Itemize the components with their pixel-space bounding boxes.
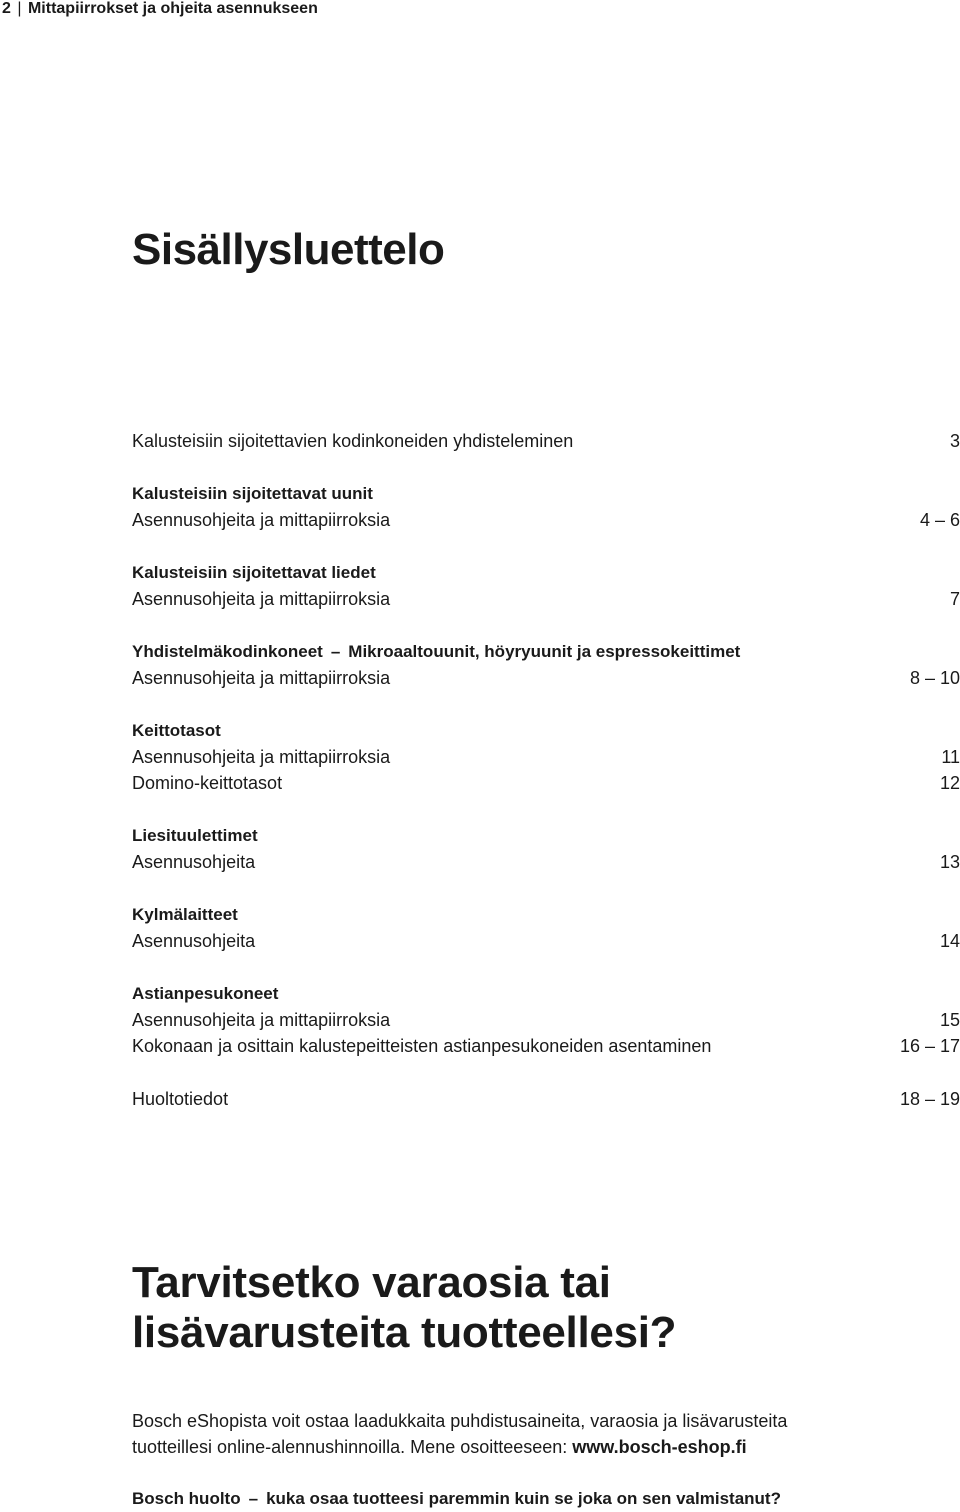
section-title: Mittapiirrokset ja ohjeita asennukseen [27, 0, 318, 17]
promo-title-line-2: lisävarusteita tuotteellesi? [132, 1308, 677, 1357]
toc-entry-page: 13 [939, 852, 960, 872]
toc-heading-label [132, 639, 740, 665]
toc-entry-hobs-2[interactable] [132, 770, 960, 796]
service-tagline [132, 1486, 781, 1512]
service-tagline-dash: – [248, 1489, 259, 1508]
promo-title [132, 1258, 676, 1358]
toc-entry-fridges[interactable] [132, 928, 960, 954]
header-separator: | [17, 0, 22, 17]
toc-entry-hobs-1[interactable] [132, 744, 960, 770]
toc-entry-label: Asennusohjeita ja mittapiirroksia [132, 510, 391, 530]
service-tagline-part-1: Bosch huolto [132, 1489, 241, 1508]
table-of-contents [132, 428, 960, 1112]
page-title: Sisällysluettelo [132, 225, 445, 274]
toc-entry-label: Asennusohjeita [132, 852, 256, 872]
toc-heading-stoves [132, 560, 960, 586]
toc-heading-combi [132, 639, 960, 665]
toc-entry-service[interactable] [132, 1086, 960, 1112]
toc-entry-page: 8 – 10 [909, 668, 960, 688]
toc-entry-label: Asennusohjeita ja mittapiirroksia [132, 589, 391, 609]
toc-heading-fridges [132, 902, 960, 928]
toc-entry-label: Kokonaan ja osittain kalustepeitteisten astianpesukoneiden asentaminen [132, 1036, 712, 1056]
toc-entry-label: Asennusohjeita [132, 931, 256, 951]
promo-title-line-1: Tarvitsetko varaosia tai [132, 1258, 611, 1307]
toc-entry-label: Asennusohjeita ja mittapiirroksia [132, 747, 391, 767]
toc-entry-page: 11 [941, 747, 960, 767]
eshop-link[interactable]: www.bosch-eshop.fi [572, 1437, 747, 1457]
toc-entry-page: 15 [939, 1010, 960, 1030]
toc-entry-dishwashers-2[interactable] [132, 1033, 960, 1059]
service-tagline-part-2: kuka osaa tuotteesi paremmin kuin se joka on sen valmistanut? [266, 1489, 781, 1508]
promo-text [132, 1408, 932, 1460]
toc-entry-page: 18 – 19 [899, 1089, 960, 1109]
toc-heading-label: Kalusteisiin sijoitettavat liedet [132, 563, 376, 582]
page-header [2, 0, 318, 18]
toc-entry-page: 16 – 17 [899, 1036, 960, 1056]
toc-entry-ovens[interactable] [132, 507, 960, 533]
toc-entry-stoves[interactable] [132, 586, 960, 612]
toc-entry-page: 14 [939, 931, 960, 951]
toc-heading-label: Liesituulettimet [132, 826, 258, 845]
toc-heading-label: Kylmälaitteet [132, 905, 238, 924]
toc-entry-label: Domino-keittotasot [132, 773, 283, 793]
toc-heading-label: Keittotasot [132, 721, 221, 740]
toc-entry-page: 3 [949, 431, 960, 451]
page-number: 2 [2, 0, 11, 17]
promo-text-line-1: Bosch eShopista voit ostaa laadukkaita puhdistusaineita, varaosia ja lisävarusteita [132, 1411, 788, 1431]
toc-entry-combi[interactable] [132, 665, 960, 691]
promo-text-line-2: tuotteillesi online-alennushinnoilla. Mene osoitteeseen: [132, 1437, 573, 1457]
toc-entry-dishwashers-1[interactable] [132, 1007, 960, 1033]
toc-entry-label: Huoltotiedot [132, 1089, 229, 1109]
toc-entry-label: Kalusteisiin sijoitettavien kodinkoneiden yhdisteleminen [132, 431, 574, 451]
toc-heading-label: Kalusteisiin sijoitettavat uunit [132, 484, 373, 503]
toc-heading-hobs [132, 718, 960, 744]
toc-entry-hoods[interactable] [132, 849, 960, 875]
toc-entry-page: 4 – 6 [919, 510, 960, 530]
toc-heading-rest: Mikroaaltouunit, höyryuunit ja espressokeittimet [348, 642, 741, 661]
toc-entry-intro[interactable] [132, 428, 960, 454]
toc-entry-label: Asennusohjeita ja mittapiirroksia [132, 668, 391, 688]
toc-heading-hoods [132, 823, 960, 849]
toc-heading-strong: Yhdistelmäkodinkoneet [132, 642, 323, 661]
toc-entry-label: Asennusohjeita ja mittapiirroksia [132, 1010, 391, 1030]
toc-heading-ovens [132, 481, 960, 507]
toc-entry-page: 12 [939, 773, 960, 793]
toc-entry-page: 7 [949, 589, 960, 609]
toc-heading-dash: – [330, 642, 341, 661]
toc-heading-label: Astianpesukoneet [132, 984, 279, 1003]
toc-heading-dishwashers [132, 981, 960, 1007]
